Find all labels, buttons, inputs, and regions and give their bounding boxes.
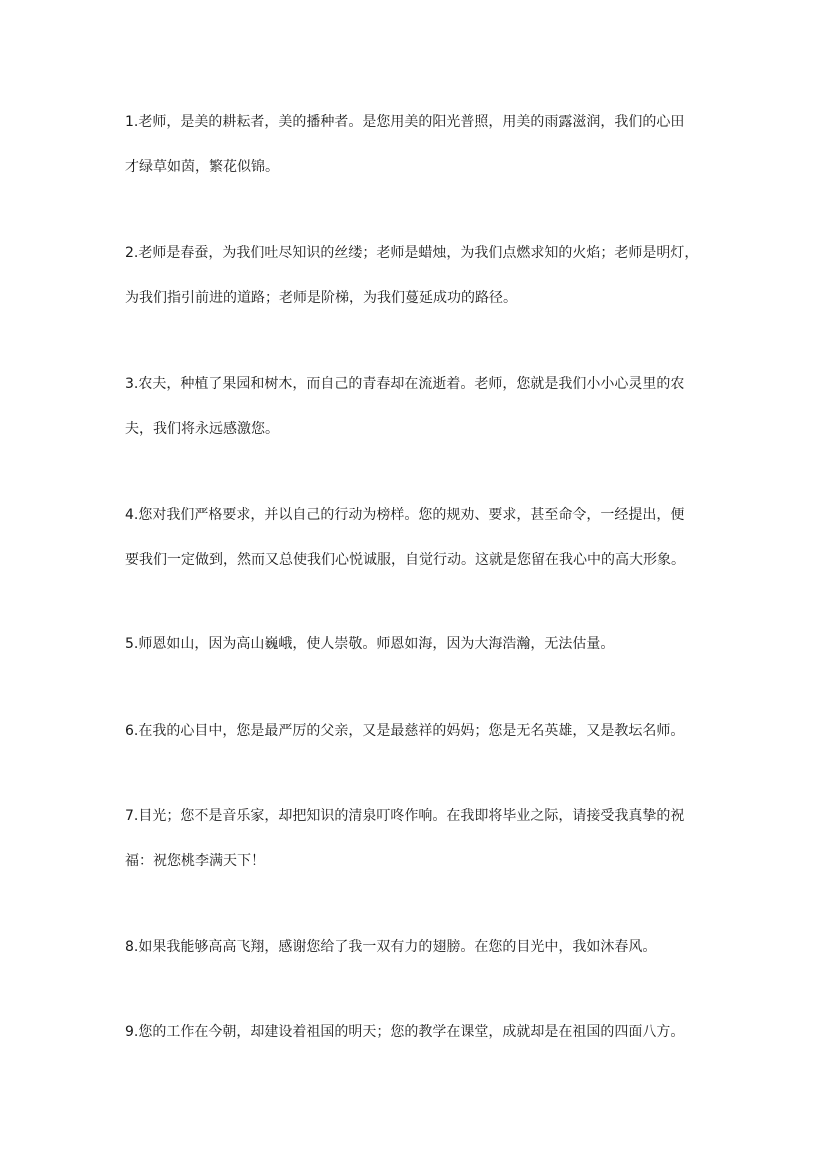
paragraph-8-line-1: 8.如果我能够高高飞翔，感谢您给了我一双有力的翅膀。在您的目光中，我如沐春风。 (125, 939, 657, 955)
paragraph-4-line-2: 要我们一定做到，然而又总使我们心悦诚服，自觉行动。这就是您留在我心中的高大形象。 (125, 552, 685, 568)
paragraph-7-line-2: 福：祝您桃李满天下！ (125, 853, 265, 869)
paragraph-3-line-1: 3.农夫，种植了果园和树木，而自己的青春却在流逝着。老师，您就是我们小小心灵里的农 (125, 376, 685, 392)
paragraph-1-line-1: 1.老师，是美的耕耘者，美的播种者。是您用美的阳光普照，用美的雨露滋润，我们的心田 (125, 114, 685, 130)
paragraph-1-line-2: 才绿草如茵，繁花似锦。 (125, 159, 279, 175)
paragraph-2-line-1: 2.老师是春蚕，为我们吐尽知识的丝缕；老师是蜡烛，为我们点燃求知的火焰；老师是明灯， (125, 245, 699, 261)
paragraph-7-line-1: 7.目光；您不是音乐家，却把知识的清泉叮咚作响。在我即将毕业之际，请接受我真挚的祝 (125, 808, 685, 824)
paragraph-5-line-1: 5.师恩如山，因为高山巍峨，使人崇敬。师恩如海，因为大海浩瀚，无法估量。 (125, 636, 615, 652)
paragraph-9-line-1: 9.您的工作在今朝，却建设着祖国的明天；您的教学在课堂，成就却是在祖国的四面八方。 (125, 1024, 685, 1040)
paragraph-6-line-1: 6.在我的心目中，您是最严厉的父亲，又是最慈祥的妈妈；您是无名英雄，又是教坛名师。 (125, 723, 685, 739)
paragraph-3-line-2: 夫，我们将永远感激您。 (125, 421, 279, 437)
paragraph-2-line-2: 为我们指引前进的道路；老师是阶梯，为我们蔓延成功的路径。 (125, 290, 517, 306)
paragraph-4-line-1: 4.您对我们严格要求，并以自己的行动为榜样。您的规劝、要求，甚至命令，一经提出，便 (125, 507, 685, 523)
